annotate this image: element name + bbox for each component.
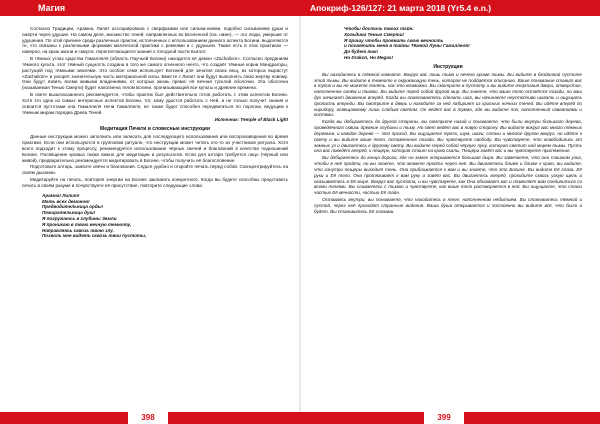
poem-line: Позволь мне видеть сквозь твои пустоты, bbox=[42, 233, 147, 239]
poem-line: До будет так! bbox=[344, 49, 378, 55]
paragraph: Когда вы добираетесь до другой стороны, вы смотрите назад и понимаете, что были внутри большого дерева, проведённого сквозь древние глубины и тьму. Но свет ведёт вас в новую сторону. Вы видите вокруг вас много тёмных деревьев, и каждое дерево — это проход. Вы ощущаете треск, шум, шаги, стоны и многое другое вокруг, но идёте к свету и вы видите ваше тело, оставленное позади. Вы чувствуете свободу. Вы чувствуете, что освободились от земных уз и двигаетесь к другому свету. Вы видите перед собой чёрную луну, которая светит над морем тьмы. Пусть она вас поведёт вперёд, к пещере, которая стоит на краю скалы. Пещера зовёт вас и вы чувствуете притяжение. bbox=[314, 119, 582, 154]
poem-line: Чтобы достичь твоих тайн. bbox=[344, 26, 414, 31]
right-page-number: 399 bbox=[424, 412, 464, 424]
left-page-number: 398 bbox=[128, 412, 168, 424]
section-heading: Медитация Печати и словесные инструкции bbox=[100, 126, 210, 133]
left-header-bar bbox=[0, 0, 300, 16]
right-text-column bbox=[314, 26, 582, 404]
poem-line: Направляясь сквозь твою злу. bbox=[42, 227, 114, 233]
paragraph: Вы добираетесь до конца дороги, где на земле открывается большая дыра. Вы замечаете, что она слишком узка, чтобы в неё пройти, но вы знаете, что можете пройти через неё. Вы двигаетесь ближе и ближе к краю, вы видите, что изнутри пещеры выходит тень. Она приближается к вам и вы знаете, что это Богиня. Вы видите Её глаза, Её руки и Её тело. Она протягивает к вам руку и зовёт вас. Вы двигаетесь вперёд, проходите сквозь узкую щель и оказываетесь в Её мире. Вокруг вас пустота, и вы чувствуете, как Она обнимает вас и позволяет вам соединиться со всеми тенями. Вы сливаетесь с тьмою и чувствуете, как ваше тело растворяется в ней. Вы ощущаете, что стали частью Её вечности, частью Её тайн. bbox=[314, 155, 582, 196]
poem-line: Арамна! Лилит! bbox=[42, 192, 80, 198]
poem-line: и посвятить меня в тайны Тёмной Луны Гамаллеля! bbox=[344, 43, 470, 49]
poem-line: Я проникаю в твою вечную темноту, bbox=[42, 221, 132, 227]
right-footer-bar bbox=[300, 412, 600, 424]
left-header-title: Магия bbox=[38, 3, 66, 13]
poem-line: Пожирательница душ! bbox=[42, 210, 96, 216]
poem-line: Предводительница орды! bbox=[42, 204, 104, 210]
left-footer-bar bbox=[0, 412, 300, 424]
poem-line: Я прошу чтобы проявить свою вечность bbox=[344, 37, 444, 43]
paragraph: Подготовьте алтарь, зажгите свечи и благовония. Сядьте удобно и откройте печать перед собой. Сконцентрируйтесь на своём дыхании. bbox=[22, 164, 288, 176]
poem-line: Хольдина Тенью Смерти! bbox=[344, 31, 404, 37]
paragraph: В свете вышесказанного рекомендуется, чтобы практик был действительно готов работать с этим аспектом Богини. Хотя это одна из самых интересных аспектов Богини, тот, кому удастся работать с Ней, и не только получит знания и освоится пустотами она Гамаллеля Ночи Гамаллеля, не также будет способен передвигаться по порогам, ведущим к тёмным мирам порядка Древа Теней. bbox=[22, 92, 288, 115]
right-page bbox=[300, 0, 600, 424]
paragraph: Оставаясь внутри, вы понимаете, что находитесь в теле, наполненном небытием. Вы становитесь тёмной и пустой, через неё проходят странные видения. Ваша душа открывается и постоянно вы видите всё, что было и будет. Вы становитесь Её глазами. bbox=[314, 197, 582, 214]
right-header-bar bbox=[300, 0, 600, 16]
invocation-poem bbox=[42, 193, 288, 239]
section-heading: Инструкции bbox=[433, 63, 463, 70]
source-credit: Источник: Temple of Black Light bbox=[214, 116, 288, 122]
poem-line: Я погружаюсь в глубины Земли bbox=[42, 216, 117, 222]
paragraph: Вы находитесь в тёмной комнате. Вокруг вас лишь тьма и нечего кроме тьмы. Вы видите в бездонной пустоте этой тьмы. Вы видите в темноте в окружающую тень, которая не поддаётся описанию. Ваше понимание ставит вас в тупик и вы не можете понять, как это возможно. Вы смотрите в пустоту и вы видите очертания двери, отверстие, наполненное огнём и тьмою. Вы видите перед собой другой мир. Вы знаете, что ваше тело остаётся позади, но ваш дух начинает движение вперёд. Когда вы осмеливаетесь сделать шаг, вы начинаете неустойчиво шагать и ощущать пропасть впереди. Вы смотрите в дверь и находите за ней лабиринт из красных ночных теней. Вы идёте вперёд по коридору, освещаемому лишь слабым светом. Он ведёт вас в туман, где вы видите пол, наполненный изваяниями и костями. bbox=[314, 71, 582, 118]
poem-line: Ho Drakon, Ho Megas! bbox=[344, 54, 394, 60]
invocation-poem-continued bbox=[344, 26, 582, 61]
left-text-column bbox=[22, 26, 288, 404]
right-header-title: Апокриф-126/127: 21 марта 2018 (Yr5.4 e.n.) bbox=[310, 3, 492, 13]
paragraph: Данные инструкции можно заполнить или записать для последующего использования или воспроизведения во время практики. Если они используются в групповом ритуале, что инструкции может читать кто-то из участников ритуала. Хотя всего подходит к этому процессу, рекомендуется использование чёрных свечей и благовоний в качестве подношений Богине. Посвящение кровью также важно для медитации и результатов. Если для алтаря требуется лицо (чёрный или живой), предварительно рекомендуется медитировать в Богине, чтобы получить её благословение. bbox=[22, 134, 288, 163]
poem-line: Мать всех демонов! bbox=[42, 198, 90, 204]
instructions-body bbox=[314, 72, 582, 215]
paragraph: Медитируйте на печать, повторяя энергии на Богине заклинать конкретного. Когда вы будете способны представить печать в своём разуме и почувствуете её присутствие, повторите следующие слова: bbox=[22, 177, 288, 189]
paragraph: Согласно Традиции, Арамна, Лилит ассоциирована с сверфаками или сильва-ниями, подобно сильваниям души и смерти через удушие. На самом деле, множество теней, направленных во Вселенной (см. ниже), — это люди, умершие от удушения. По этой причине среди различных практик, истолченных с использованием данного аспекта Богини, выделяются те, что связаны с различными формами магической практики с ремнями и с удушьем. Также есть в этих практиках — наверно, на краю жизни и смерти, переплетающиеся знания о голодной пасти Кьялот. bbox=[22, 26, 288, 55]
paragraph: В тёмных углах Царства Гамаллеля (область Паучьей Богини) находится её демон «Zachaliom». Согласно преданиям тёмного культа, этот тёмный сущность создана в того же самого огненного ничто, что создаёт тёмные корни Мандрагоры, растущей под тёмными землями. Это особое семя использует Богиней для зачатия своих вещ, из которых вырастут «Zachaliom» и ускорят значительную часть материальной силы. Вместе с Лилит они будут выполнять свою жертву новому. Они будут язвить всеми живыми владениями, от которых жизнь пряма: её вечная тусклой оболочки. Эта оболочка (называемая Тенью Смерти) будет наполнена телом Богини, пронизывающей все культы и древние времена. bbox=[22, 56, 288, 91]
